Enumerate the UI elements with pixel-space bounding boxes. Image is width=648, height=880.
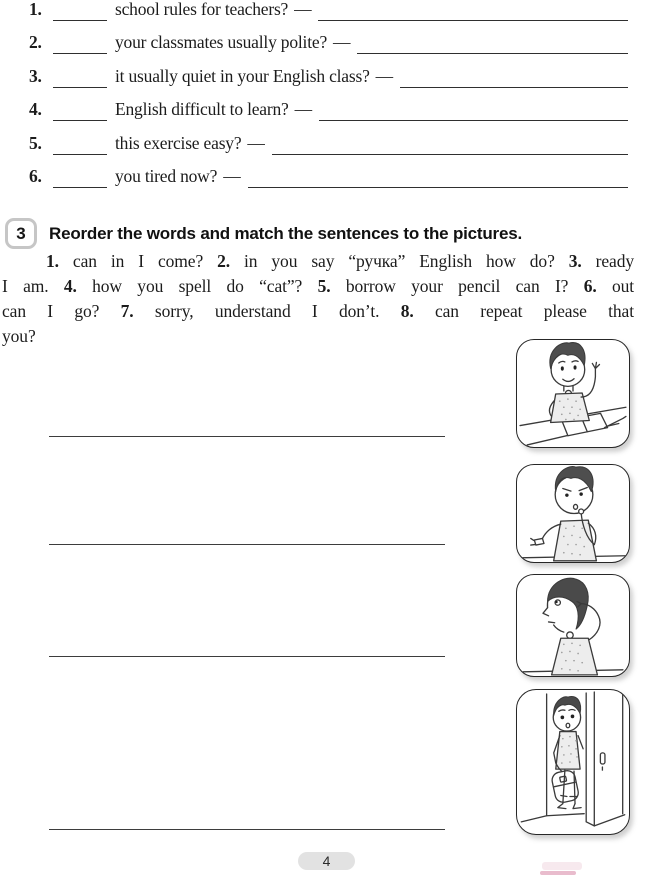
dash: — bbox=[247, 132, 265, 153]
question-text: it usually quiet in your English class? bbox=[115, 65, 370, 86]
dash: — bbox=[223, 165, 241, 186]
answer-blank-short[interactable] bbox=[53, 0, 107, 21]
answer-blank-short[interactable] bbox=[53, 166, 107, 188]
fill-in-question-list bbox=[29, 0, 628, 199]
question-row-5 bbox=[29, 133, 628, 166]
picture-boy-confused-shrug bbox=[516, 464, 630, 563]
question-text: this exercise easy? bbox=[115, 132, 242, 153]
jumbled-line: can I go? 7. sorry, understand I don’t. 8. can repeat please that bbox=[2, 301, 634, 321]
question-number: 5. bbox=[29, 132, 42, 153]
question-text: English difficult to learn? bbox=[115, 99, 289, 120]
question-number: 3. bbox=[29, 65, 42, 86]
question-row-6 bbox=[29, 166, 628, 199]
answer-write-line-3[interactable] bbox=[49, 656, 445, 657]
question-row-2 bbox=[29, 32, 628, 65]
exercise-number-badge: 3 bbox=[5, 218, 37, 249]
boy-thinking-illustration bbox=[517, 575, 629, 676]
page-number: 4 bbox=[322, 853, 331, 869]
answer-blank-long[interactable] bbox=[357, 32, 628, 54]
answer-write-line-2[interactable] bbox=[49, 544, 445, 545]
dash: — bbox=[333, 32, 351, 53]
jumbled-line: 1. can in I come? 2. in you say “ручка” English how do? 3. ready bbox=[46, 251, 634, 271]
exercise-header bbox=[5, 218, 522, 249]
question-row-4 bbox=[29, 99, 628, 132]
picture-boy-thinking bbox=[516, 574, 630, 677]
jumbled-line: I am. 4. how you spell do “cat”? 5. borrow your pencil can I? 6. out bbox=[2, 276, 635, 296]
answer-blank-long[interactable] bbox=[318, 0, 628, 21]
question-row-1 bbox=[29, 0, 628, 32]
picture-boy-raising-hand-at-desk bbox=[516, 339, 630, 448]
scan-artifact-smudge bbox=[542, 862, 582, 870]
answer-write-line-4[interactable] bbox=[49, 829, 445, 830]
answer-blank-long[interactable] bbox=[400, 66, 628, 88]
dash: — bbox=[294, 0, 312, 19]
answer-blank-long[interactable] bbox=[319, 99, 628, 121]
exercise-title: Reorder the words and match the sentences to the pictures. bbox=[49, 223, 523, 243]
boy-shrugging-illustration bbox=[517, 465, 629, 562]
question-text: you tired now? bbox=[115, 165, 218, 186]
page-number-badge bbox=[298, 852, 355, 870]
question-number: 4. bbox=[29, 99, 42, 120]
answer-blank-short[interactable] bbox=[53, 133, 107, 155]
question-text: school rules for teachers? bbox=[115, 0, 289, 19]
answer-blank-long[interactable] bbox=[248, 166, 629, 188]
scan-artifact-line bbox=[540, 871, 576, 875]
boy-leaving-door-illustration bbox=[517, 690, 629, 834]
answer-blank-short[interactable] bbox=[53, 32, 107, 54]
answer-blank-short[interactable] bbox=[53, 99, 107, 121]
question-number: 6. bbox=[29, 165, 42, 186]
question-text: your classmates usually polite? bbox=[115, 32, 328, 53]
question-row-3 bbox=[29, 66, 628, 99]
answer-blank-long[interactable] bbox=[272, 133, 628, 155]
answer-blank-short[interactable] bbox=[53, 66, 107, 88]
dash: — bbox=[375, 65, 393, 86]
jumbled-sentences-paragraph bbox=[2, 249, 634, 349]
answer-write-line-1[interactable] bbox=[49, 436, 445, 437]
dash: — bbox=[294, 99, 312, 120]
question-number: 2. bbox=[29, 32, 42, 53]
question-number: 1. bbox=[29, 0, 42, 19]
boy-raising-hand-illustration bbox=[517, 340, 629, 447]
picture-boy-at-door bbox=[516, 689, 630, 835]
jumbled-line: you? bbox=[2, 326, 36, 346]
